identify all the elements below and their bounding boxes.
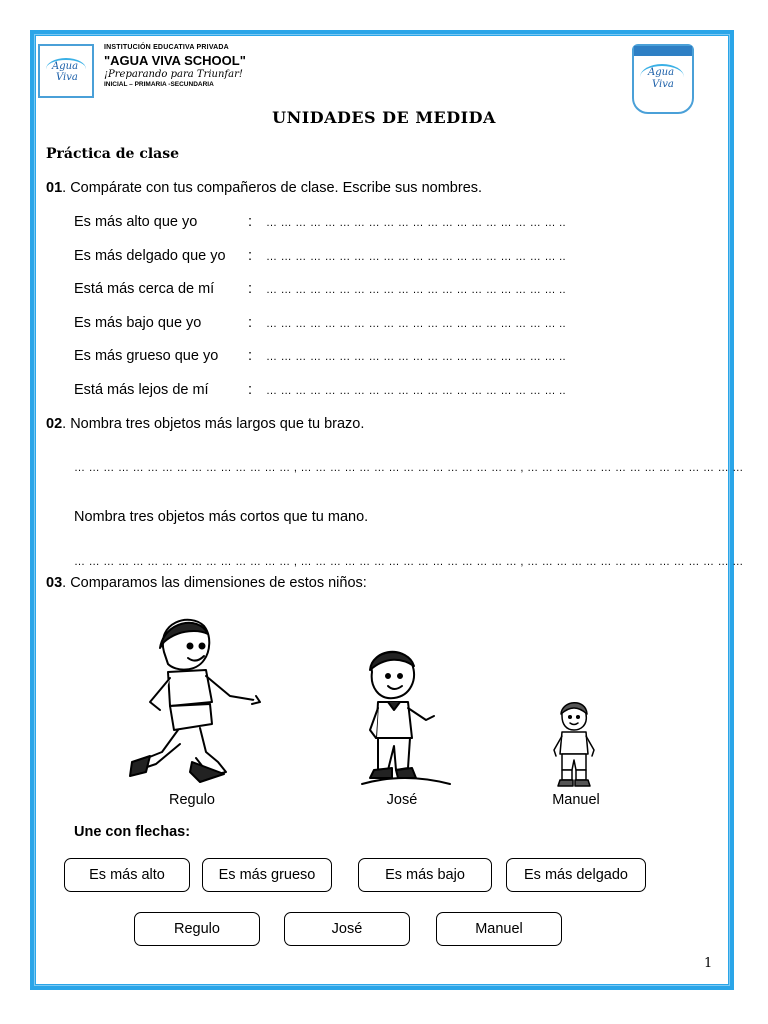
option-box-mas-alto[interactable]: Es más alto: [64, 858, 190, 892]
page-title: UNIDADES DE MEDIDA: [272, 108, 496, 127]
option-box-mas-grueso[interactable]: Es más grueso: [202, 858, 332, 892]
answer-blank[interactable]: … … … … … … … … … … … … … … … … … … … … ..: [266, 351, 566, 363]
manuel-drawing: [548, 700, 600, 790]
row-label: Es más delgado que yo: [74, 248, 226, 264]
school-header: [104, 44, 246, 88]
compare-row: [74, 248, 566, 264]
option-box-mas-delgado[interactable]: Es más delgado: [506, 858, 646, 892]
question-02: [46, 416, 364, 432]
compare-row: [74, 281, 566, 297]
jose-drawing: [360, 646, 454, 786]
compare-row: [74, 382, 566, 398]
compare-row: [74, 214, 566, 230]
kid-name-regulo: Regulo: [169, 792, 215, 808]
name-box-manuel[interactable]: Manuel: [436, 912, 562, 946]
kid-name-manuel: Manuel: [552, 792, 600, 808]
question-02-part-b: Nombra tres objetos más cortos que tu mano.: [74, 509, 369, 525]
answer-blank[interactable]: … … … … … … … … … … … … … … … … … … … … ..: [266, 284, 566, 296]
kid-name-jose: José: [386, 792, 418, 808]
question-text: . Nombra tres objetos más largos que tu brazo.: [62, 416, 365, 432]
row-colon: :: [248, 214, 253, 230]
section-subtitle: Práctica de clase: [46, 146, 180, 162]
page-number: 1: [704, 956, 713, 971]
row-label: Es más alto que yo: [74, 214, 198, 230]
question-text: . Compárate con tus compañeros de clase. Escribe sus nombres.: [62, 180, 483, 196]
row-colon: :: [248, 281, 253, 297]
logo-text-agua: Agua: [52, 61, 79, 72]
question-text: . Comparamos las dimensiones de estos niños:: [62, 575, 367, 591]
school-logo-left: [38, 44, 94, 98]
answer-blank[interactable]: … … … … … … … … … … … … … … … … … … … … ..: [266, 385, 566, 397]
question-number: 03: [46, 575, 63, 591]
institution-type: INSTITUCIÓN EDUCATIVA PRIVADA: [104, 44, 229, 51]
question-03: [46, 575, 367, 591]
row-label: Es más bajo que yo: [74, 315, 202, 331]
school-levels: INICIAL – PRIMARIA -SECUNDARIA: [104, 81, 214, 88]
question-number: 02: [46, 416, 63, 432]
school-logo-right: [632, 44, 694, 114]
name-box-regulo[interactable]: Regulo: [134, 912, 260, 946]
logo-text-viva: Viva: [56, 72, 78, 83]
compare-row: [74, 315, 566, 331]
logo-text-agua-right: Agua: [648, 67, 675, 78]
compare-row: [74, 348, 566, 364]
row-label: Es más grueso que yo: [74, 348, 219, 364]
row-label: Está más cerca de mí: [74, 281, 215, 297]
question-number: 01: [46, 180, 63, 196]
logo-text-viva-right: Viva: [652, 79, 674, 90]
answer-blank-longer-objects[interactable]: … … … … … … … … … … … … … … … , … … … … … … … … … … … … … … … , … … … … … … … … … … … … … … …: [74, 462, 744, 474]
school-motto: ¡Preparando para Triunfar!: [104, 69, 243, 80]
answer-blank[interactable]: … … … … … … … … … … … … … … … … … … … … ..: [266, 251, 566, 263]
answer-blank[interactable]: … … … … … … … … … … … … … … … … … … … … ..: [266, 217, 566, 229]
row-colon: :: [248, 348, 253, 364]
row-colon: :: [248, 382, 253, 398]
answer-blank-shorter-objects[interactable]: … … … … … … … … … … … … … … … , … … … … … … … … … … … … … … … , … … … … … … … … … … … … … … …: [74, 556, 744, 568]
row-colon: :: [248, 248, 253, 264]
row-colon: :: [248, 315, 253, 331]
question-01: [46, 180, 482, 196]
regulo-drawing: [120, 612, 266, 784]
name-box-jose[interactable]: José: [284, 912, 410, 946]
match-instruction: Une con flechas:: [74, 824, 191, 840]
school-name: "AGUA VIVA SCHOOL": [104, 53, 246, 68]
row-label: Está más lejos de mí: [74, 382, 209, 398]
answer-blank[interactable]: … … … … … … … … … … … … … … … … … … … … ..: [266, 318, 566, 330]
option-box-mas-bajo[interactable]: Es más bajo: [358, 858, 492, 892]
